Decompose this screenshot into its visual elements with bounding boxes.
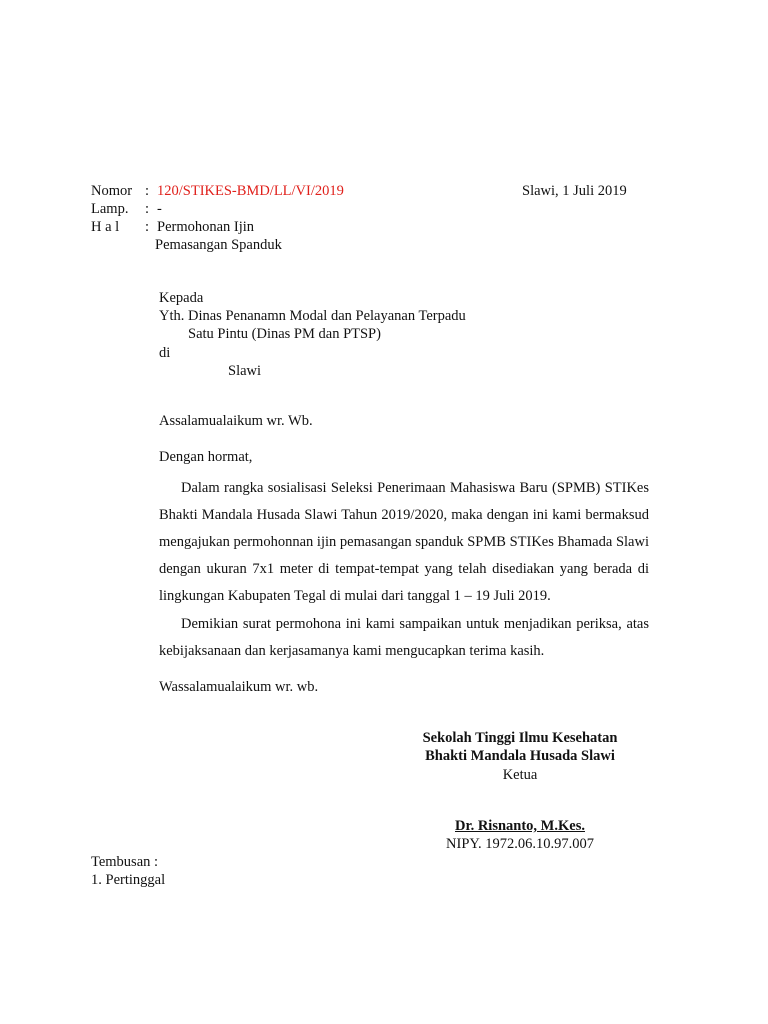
tembusan-label: Tembusan : — [91, 854, 159, 870]
hal-label: H a l — [91, 219, 120, 235]
lamp-label: Lamp. — [91, 201, 129, 217]
recipient-city: Slawi — [228, 363, 262, 379]
tembusan-item: 1. Pertinggal — [91, 872, 166, 888]
greeting: Dengan hormat, — [159, 449, 253, 465]
recipient-line-2: Satu Pintu (Dinas PM dan PTSP) — [188, 326, 381, 342]
recipient-line-1: Yth. Dinas Penanamn Modal dan Pelayanan Terpadu — [159, 308, 466, 324]
signatory-block — [388, 818, 652, 854]
recipient-di: di — [159, 345, 171, 361]
nomor-colon: : — [145, 183, 150, 199]
lamp-colon: : — [145, 201, 150, 217]
recipient-kepada: Kepada — [159, 290, 204, 306]
opening-salam: Assalamualaikum wr. Wb. — [159, 413, 313, 429]
signatory-nipy: NIPY. 1972.06.10.97.007 — [446, 836, 594, 853]
signatory-name: Dr. Risnanto, M.Kes. — [455, 818, 585, 834]
institution-line-1: Sekolah Tinggi Ilmu Kesehatan — [422, 730, 618, 746]
signature-block — [388, 730, 652, 784]
letter-date: Slawi, 1 Juli 2019 — [522, 183, 627, 199]
signatory-position: Ketua — [502, 766, 538, 783]
hal-colon: : — [145, 219, 150, 235]
lamp-value: - — [157, 201, 162, 217]
hal-line-2: Pemasangan Spanduk — [155, 237, 282, 253]
hal-line-1: Permohonan Ijin — [157, 219, 255, 235]
institution-line-2: Bhakti Mandala Husada Slawi — [425, 748, 615, 765]
body-paragraph-1: Dalam rangka sosialisasi Seleksi Penerimaan Mahasiswa Baru (SPMB) STIKes Bhakti Mandala Husada Slawi Tahun 2019/2020, maka dengan ini kami bermaksud mengajukan permohonnan ijin pemasangan spanduk SPMB STIKes Bhamada Slawi dengan ukuran 7x1 meter di tempat-tempat yang telah disediakan yang berada di lingkungan Kabupaten Tegal di mulai dari tanggal 1 – 19 Juli 2019. — [159, 480, 649, 604]
body-paragraph-2: Demikian surat permohona ini kami sampaikan untuk menjadikan periksa, atas kebijaksanaan dan kerjasamanya kami mengucapkan terima kasih. — [159, 616, 649, 659]
nomor-value: 120/STIKES-BMD/LL/VI/2019 — [157, 183, 344, 199]
closing-salam: Wassalamualaikum wr. wb. — [159, 679, 319, 695]
nomor-label: Nomor — [91, 183, 133, 199]
